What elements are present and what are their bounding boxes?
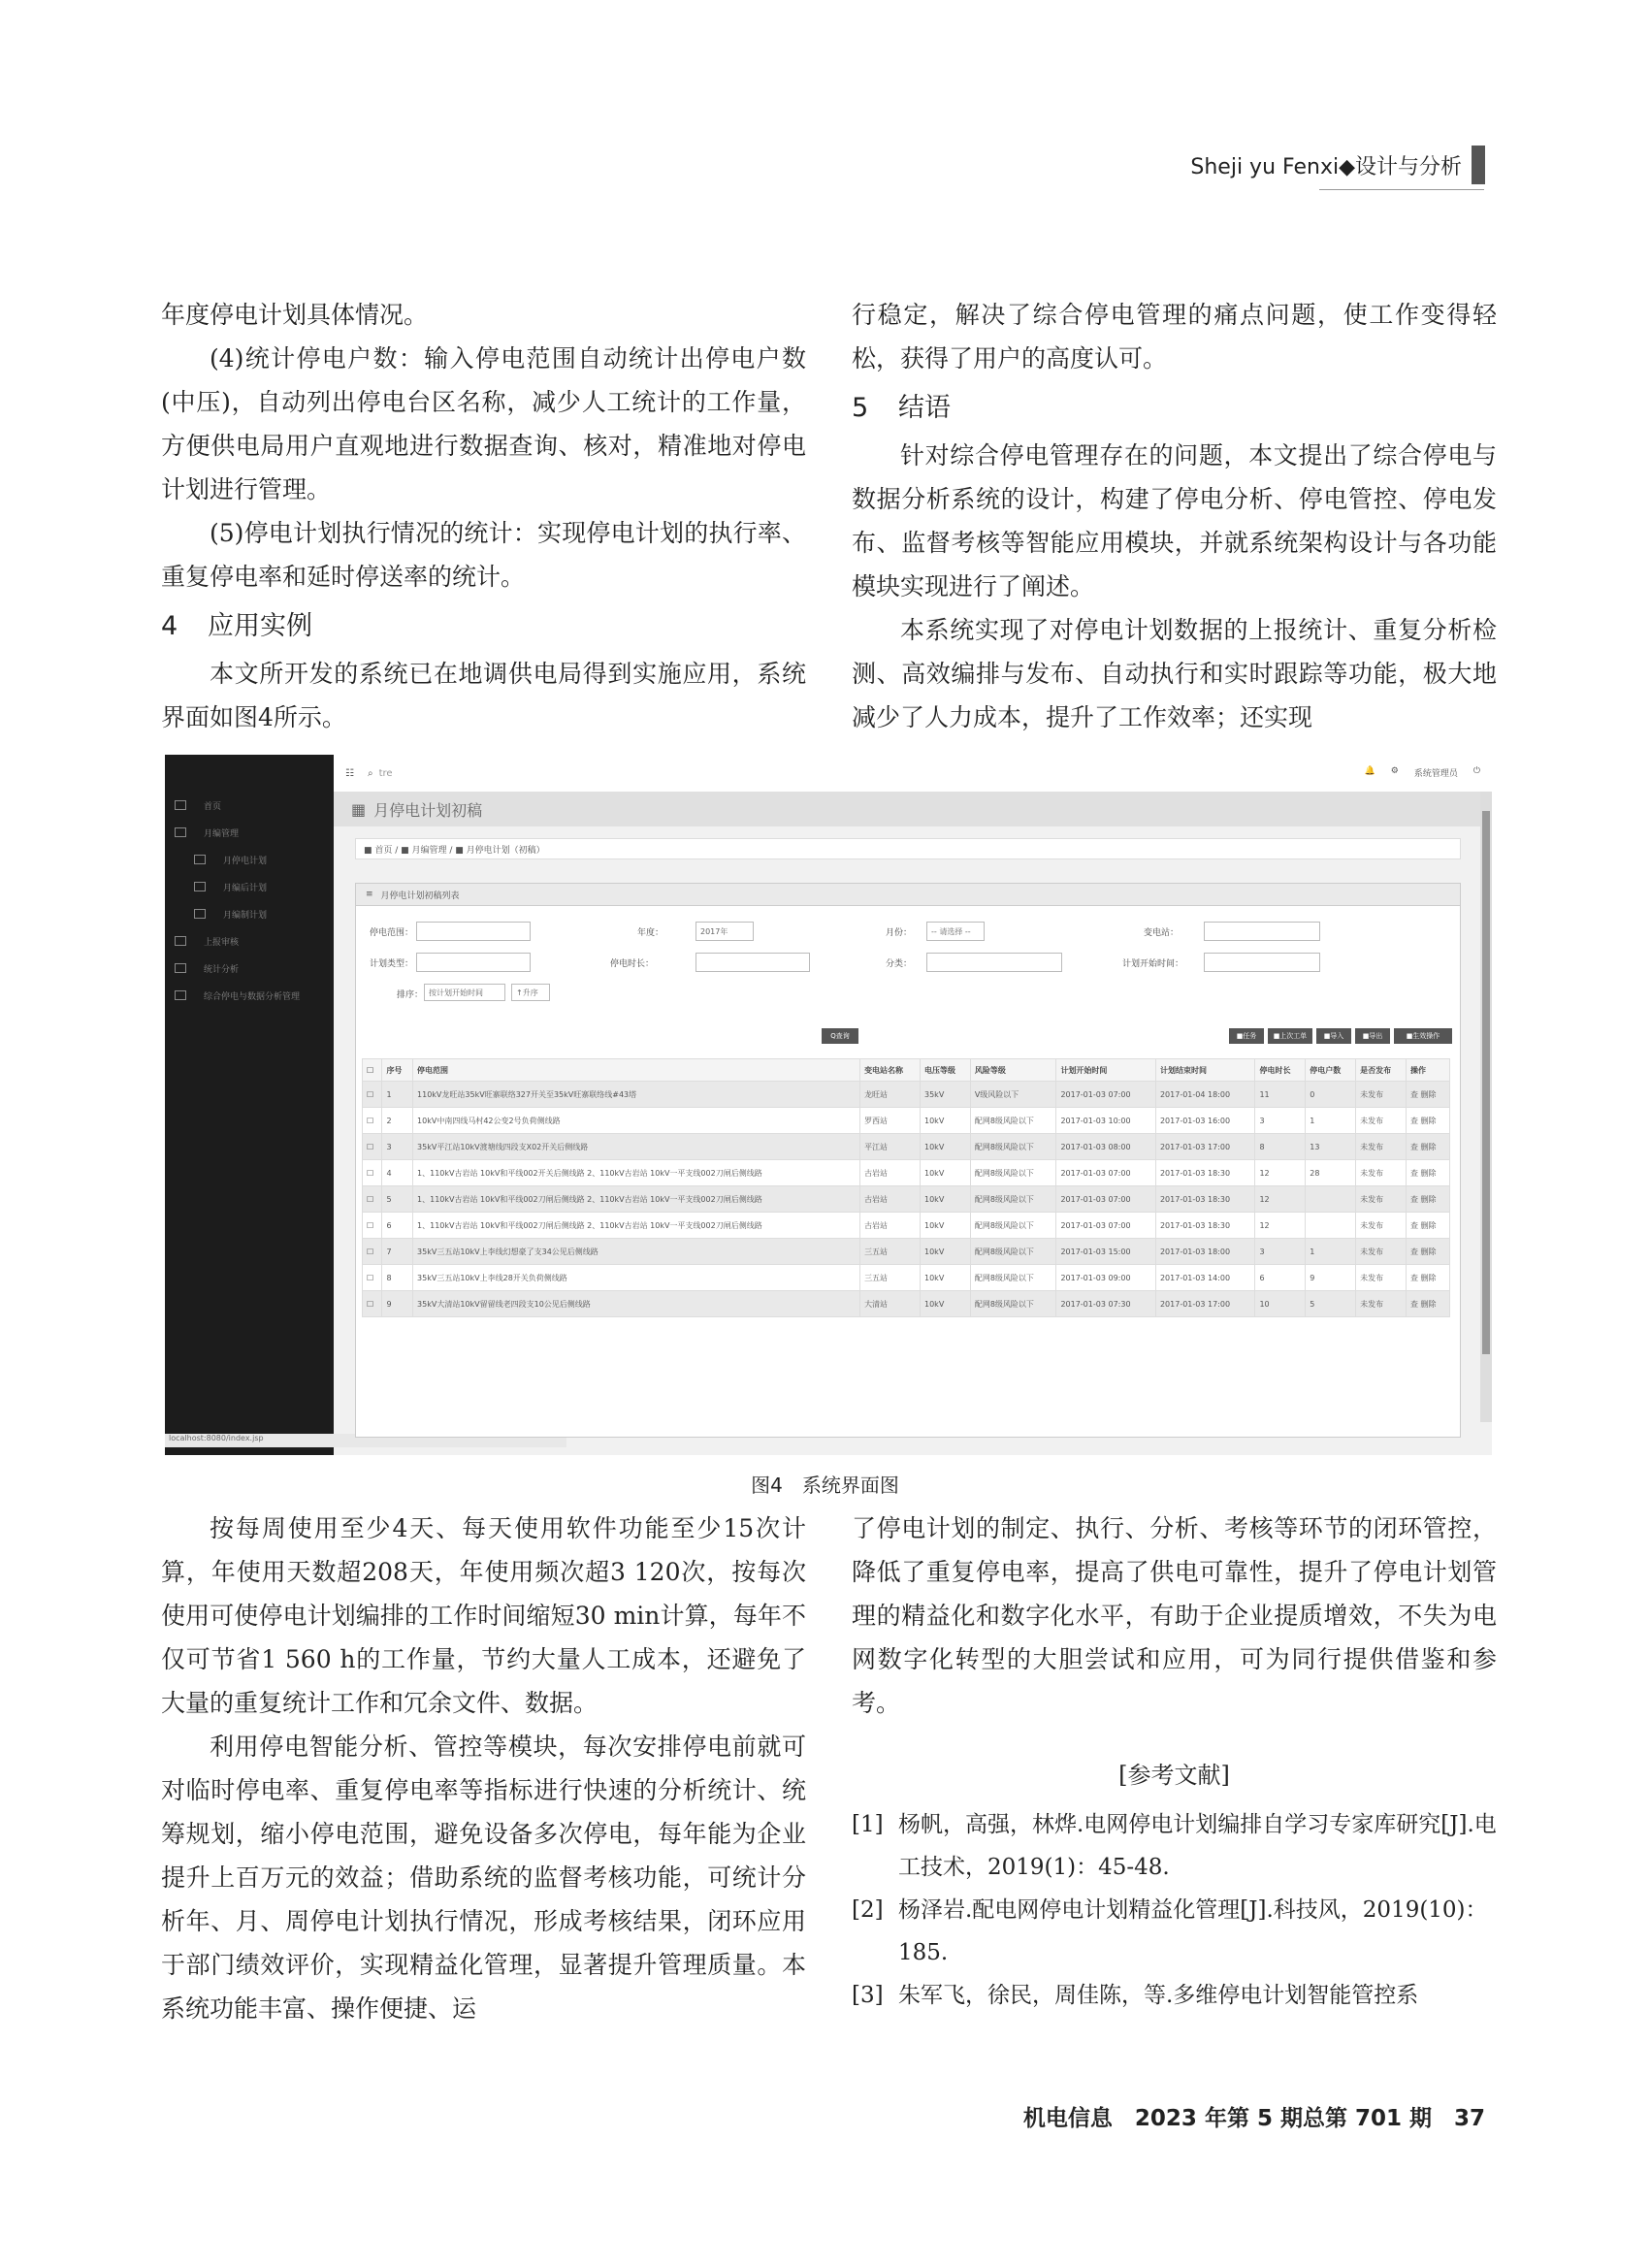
power-icon[interactable]: ⏻ (1472, 766, 1480, 776)
area-input[interactable] (416, 922, 531, 941)
action-button[interactable]: ■上次工单 (1268, 1028, 1312, 1044)
reference-item (852, 1889, 1497, 1974)
panel-title: 月停电计划初稿列表 (380, 891, 460, 901)
search-input[interactable]: tre (378, 767, 393, 779)
section-number: 4 (161, 611, 178, 641)
start-time-label: 计划开始时间： (1122, 959, 1184, 969)
table-cell: 4 (382, 1160, 413, 1186)
row-actions[interactable]: 查 删除 (1406, 1213, 1449, 1239)
table-cell: 2017-01-03 07:00 (1056, 1213, 1156, 1239)
paragraph: 按每周使用至少4天、每天使用软件功能至少15次计算，年使用天数超208天，年使用频次超3 120次，按每次使用可使停电计划编排的工作时间缩短30 min计算，每年不仅可节省1 560 h的工作量，节约大量人工成本，还避免了大量的重复统计工作和冗余文件、数据。 (161, 1514, 806, 1717)
table-cell: 9 (382, 1291, 413, 1317)
table-row[interactable] (363, 1108, 1450, 1134)
sidebar-item[interactable] (165, 819, 334, 846)
table-cell-area: 10kV中南四线马村42公变2号负荷侧线路 (413, 1108, 860, 1134)
reference-text: 杨泽岩.配电网停电计划精益化管理[J].科技风，2019(10)：185. (898, 1897, 1488, 1965)
year-select[interactable]: 2017年 (696, 922, 754, 941)
upload-icon (175, 936, 186, 946)
table-cell-area: 35kV三五站10kV上李线幻想豪了支34公见后侧线路 (413, 1239, 860, 1265)
year-label: 年度： (637, 928, 664, 938)
column-header: 序号 (382, 1059, 413, 1082)
list-panel (355, 883, 1461, 1438)
row-checkbox[interactable]: ☐ (363, 1108, 382, 1134)
sidebar-top-spacer (165, 755, 334, 792)
row-checkbox[interactable]: ☐ (363, 1082, 382, 1108)
bell-icon[interactable]: 🔔 (1364, 766, 1375, 776)
table-cell-area: 110kV龙旺站35kV旺寨联络327开关至35kV旺寨联络线#43塔 (413, 1082, 860, 1108)
sidebar-item-label: 上报审核 (204, 937, 240, 948)
sidebar-item[interactable] (165, 900, 334, 927)
table-cell: 3 (1255, 1108, 1306, 1134)
duration-input[interactable] (696, 953, 810, 972)
table-cell: 配网8级风险以下 (970, 1291, 1056, 1317)
user-name[interactable]: 系统管理员 (1413, 769, 1458, 779)
sidebar-item-label: 首页 (204, 801, 222, 812)
sidebar-item-label: 月编管理 (204, 828, 240, 839)
sidebar-item-label: 月编制计划 (223, 910, 268, 921)
action-button[interactable]: ■导入 (1316, 1028, 1351, 1044)
table-cell: 配网8级风险以下 (970, 1213, 1056, 1239)
table-cell (1306, 1186, 1356, 1213)
table-cell: 古岩站 (860, 1160, 921, 1186)
table-cell: 2017-01-03 07:00 (1056, 1160, 1156, 1186)
table-cell: 10 (1255, 1291, 1306, 1317)
action-button[interactable]: ■生效操作 (1394, 1028, 1452, 1044)
table-cell: 三五站 (860, 1239, 921, 1265)
header-bar-decoration (1472, 146, 1485, 184)
table-cell: 配网8级风险以下 (970, 1134, 1056, 1160)
plan-table (362, 1058, 1450, 1317)
sidebar-item-label: 月停电计划 (223, 856, 268, 866)
table-cell: 未发布 (1356, 1186, 1407, 1213)
column-header: 停电户数 (1306, 1059, 1356, 1082)
table-icon: ▦ (351, 799, 367, 819)
table-cell: 2017-01-03 18:00 (1155, 1239, 1255, 1265)
row-actions[interactable]: 查 删除 (1406, 1186, 1449, 1213)
table-row[interactable] (363, 1291, 1450, 1317)
table-cell: 12 (1255, 1213, 1306, 1239)
order-select[interactable]: ↑升序 (511, 984, 550, 1001)
table-cell: 2017-01-03 10:00 (1056, 1108, 1156, 1134)
section-title: 应用实例 (208, 611, 312, 641)
paragraph: 利用停电智能分析、管控等模块，每次安排停电前就可对临时停电率、重复停电率等指标进行快速的分析统计、统筹规划，缩小停电范围，避免设备多次停电，每年能为企业提升上百万元的效益；借助系统的监督考核功能，可统计分析年、月、周停电计划执行情况，形成考核结果，闭环应用于部门绩效评价，实现精益化管理，显著提升管理质量。本系统功能丰富、操作便捷、运 (161, 1733, 806, 2023)
column-3 (161, 1507, 806, 2030)
settings-icon[interactable]: ⚙ (1390, 766, 1399, 776)
column-header: 停电时长 (1255, 1059, 1306, 1082)
top-bar (334, 755, 1492, 793)
table-cell: 配网8级风险以下 (970, 1239, 1056, 1265)
list-icon: ≡ (366, 890, 373, 899)
table-cell: 10kV (921, 1239, 971, 1265)
table-cell: 古岩站 (860, 1213, 921, 1239)
table-cell: 5 (1306, 1291, 1356, 1317)
grid-menu-icon[interactable]: ☷ (345, 767, 354, 779)
table-row[interactable] (363, 1239, 1450, 1265)
month-label: 月份： (886, 928, 913, 938)
column-header: 操作 (1406, 1059, 1449, 1082)
table-cell: 2017-01-03 07:30 (1056, 1291, 1156, 1317)
row-actions[interactable]: 查 删除 (1406, 1108, 1449, 1134)
row-actions[interactable]: 查 删除 (1406, 1134, 1449, 1160)
month-select[interactable]: -- 请选择 -- (926, 922, 985, 941)
table-header-row (363, 1059, 1450, 1082)
top-right-tools (1365, 766, 1480, 779)
paragraph: 了停电计划的制定、执行、分析、考核等环节的闭环管控，降低了重复停电率，提高了供电可靠性，提升了停电计划管理的精益化和数字化水平，有助于企业提质增效，不失为电网数字化转型的大胆尝试和应用，可为同行提供借鉴和参考。 (852, 1514, 1497, 1717)
category-label: 分类： (886, 959, 913, 969)
table-cell: V级风险以下 (970, 1082, 1056, 1108)
row-actions[interactable]: 查 删除 (1406, 1160, 1449, 1186)
row-actions[interactable]: 查 删除 (1406, 1291, 1449, 1317)
area-label: 停电范围： (370, 928, 414, 938)
table-cell: 2017-01-03 16:00 (1155, 1108, 1255, 1134)
row-checkbox[interactable]: ☐ (363, 1186, 382, 1213)
paragraph: 针对综合停电管理存在的问题，本文提出了综合停电与数据分析系统的设计，构建了停电分析、停电管控、停电发布、监督考核等智能应用模块，并就系统架构设计与各功能模块实现进行了阐述。 (852, 441, 1497, 600)
calendar-icon (194, 909, 206, 919)
column-header: 计划结束时间 (1155, 1059, 1255, 1082)
sidebar-item[interactable] (165, 846, 334, 873)
table-cell: 10kV (921, 1186, 971, 1213)
table-cell: 未发布 (1356, 1082, 1407, 1108)
table-cell: 2017-01-03 18:30 (1155, 1213, 1255, 1239)
table-cell: 配网8级风险以下 (970, 1186, 1056, 1213)
sort-label: 排序： (397, 990, 424, 1000)
paragraph: 年度停电计划具体情况。 (161, 301, 429, 329)
section-heading-5 (852, 386, 1497, 430)
table-row[interactable] (363, 1213, 1450, 1239)
substation-label: 变电站： (1144, 928, 1180, 938)
column-header: 风险等级 (970, 1059, 1056, 1082)
table-cell: 未发布 (1356, 1213, 1407, 1239)
table-cell: 大清站 (860, 1291, 921, 1317)
references-title: [参考文献] (1118, 1762, 1230, 1789)
table-cell: 2017-01-03 09:00 (1056, 1265, 1156, 1291)
row-checkbox[interactable]: ☐ (363, 1239, 382, 1265)
table-cell: 3 (382, 1134, 413, 1160)
row-actions[interactable]: 查 删除 (1406, 1239, 1449, 1265)
filter-form (356, 906, 1460, 1052)
table-cell: 三五站 (860, 1265, 921, 1291)
breadcrumb[interactable]: ■ 首页 / ■ 月编管理 / ■ 月停电计划（初稿） (355, 838, 1461, 859)
table-cell: 6 (1255, 1265, 1306, 1291)
panel-header (356, 884, 1460, 906)
action-button[interactable]: ■导出 (1355, 1028, 1390, 1044)
table-cell: 配网8级风险以下 (970, 1265, 1056, 1291)
table-cell: 2017-01-03 17:00 (1155, 1134, 1255, 1160)
sidebar-item[interactable] (165, 927, 334, 955)
table-cell: 7 (382, 1239, 413, 1265)
table-cell: 8 (382, 1265, 413, 1291)
reference-text: 杨帆，高强，林烨.电网停电计划编排自学习专家库研究[J].电工技术，2019(1)：45-48. (898, 1812, 1497, 1880)
table-cell-area: 1、110kV古岩站 10kV和平线002刀闸后侧线路 2、110kV古岩站 10kV一平支线002刀闸后侧线路 (413, 1186, 860, 1213)
table-row[interactable] (363, 1265, 1450, 1291)
table-cell: 2017-01-03 17:00 (1155, 1291, 1255, 1317)
duration-label: 停电时长： (610, 959, 655, 969)
table-cell: 2017-01-03 18:30 (1155, 1186, 1255, 1213)
table-cell (1306, 1213, 1356, 1239)
table-row[interactable] (363, 1134, 1450, 1160)
table-cell: 2017-01-03 07:00 (1056, 1082, 1156, 1108)
running-header (1190, 146, 1485, 184)
table-cell: 0 (1306, 1082, 1356, 1108)
table-cell: 10kV (921, 1134, 971, 1160)
sidebar-item-label: 统计分析 (204, 964, 240, 975)
table-cell: 配网8级风险以下 (970, 1160, 1056, 1186)
running-header-text: Sheji yu Fenxi◆设计与分析 (1190, 154, 1462, 179)
search-icon[interactable]: ⌕ (367, 767, 373, 779)
paragraph: (5)停电计划执行情况的统计：实现停电计划的执行率、重复停电率和延时停送率的统计。 (161, 519, 806, 591)
reference-number: [2] (852, 1897, 884, 1923)
chart-icon (175, 963, 186, 973)
table-cell: 未发布 (1356, 1239, 1407, 1265)
paragraph: 行稳定，解决了综合停电管理的痛点问题，使工作变得轻松，获得了用户的高度认可。 (852, 301, 1497, 373)
column-header: 是否发布 (1356, 1059, 1407, 1082)
table-cell: 平江站 (860, 1134, 921, 1160)
table-cell: 2017-01-03 14:00 (1155, 1265, 1255, 1291)
table-row[interactable] (363, 1160, 1450, 1186)
row-checkbox[interactable]: ☐ (363, 1213, 382, 1239)
table-row[interactable] (363, 1186, 1450, 1213)
table-cell: 10kV (921, 1291, 971, 1317)
table-cell-area: 1、110kV古岩站 10kV和平线002刀闸后侧线路 2、110kV古岩站 10kV一平支线002刀闸后侧线路 (413, 1213, 860, 1239)
table-cell: 3 (1255, 1239, 1306, 1265)
sidebar-item[interactable] (165, 873, 334, 900)
table-cell: 古岩站 (860, 1186, 921, 1213)
reference-item (852, 1803, 1497, 1889)
column-header: 电压等级 (921, 1059, 971, 1082)
column-1 (161, 293, 806, 739)
column-header: 停电范围 (413, 1059, 860, 1082)
row-checkbox[interactable]: ☐ (363, 1134, 382, 1160)
table-cell: 龙旺站 (860, 1082, 921, 1108)
table-cell: 9 (1306, 1265, 1356, 1291)
group-icon (194, 855, 206, 864)
reference-number: [1] (852, 1812, 884, 1837)
table-cell: 8 (1255, 1134, 1306, 1160)
table-cell: 2 (382, 1108, 413, 1134)
table-cell: 未发布 (1356, 1160, 1407, 1186)
column-2 (852, 293, 1497, 739)
table-cell: 2017-01-03 18:30 (1155, 1160, 1255, 1186)
sort-select[interactable]: 按计划开始时间 (424, 984, 505, 1001)
table-cell: 6 (382, 1213, 413, 1239)
table-cell: 10kV (921, 1160, 971, 1186)
list-icon (194, 882, 206, 891)
table-cell: 2017-01-03 08:00 (1056, 1134, 1156, 1160)
scrollbar[interactable] (1480, 792, 1492, 1422)
table-cell: 1 (1306, 1239, 1356, 1265)
status-url: localhost:8080/index.jsp (165, 1434, 566, 1447)
substation-input[interactable] (1204, 922, 1320, 941)
paragraph: (4)统计停电户数：输入停电范围自动统计出停电户数(中压)，自动列出停电台区名称，减少人工统计的工作量，方便供电局用户直观地进行数据查询、核对，精准地对停电计划进行管理。 (161, 344, 806, 503)
table-cell: 1 (382, 1082, 413, 1108)
table-cell: 未发布 (1356, 1265, 1407, 1291)
page-title-bar (334, 792, 1492, 826)
reference-item (852, 1974, 1497, 2017)
home-icon (175, 800, 186, 810)
doc-icon (175, 827, 186, 837)
header-rule (1319, 189, 1484, 190)
table-cell: 11 (1255, 1082, 1306, 1108)
table-cell: 2017-01-04 18:00 (1155, 1082, 1255, 1108)
table-cell: 12 (1255, 1186, 1306, 1213)
figure-caption: 图4 系统界面图 (751, 1474, 899, 1497)
scrollbar-thumb[interactable] (1482, 811, 1490, 1354)
table-cell: 35kV (921, 1082, 971, 1108)
table-cell: 10kV (921, 1108, 971, 1134)
page-title: 月停电计划初稿 (373, 800, 483, 820)
table-cell: 13 (1306, 1134, 1356, 1160)
row-actions[interactable]: 查 删除 (1406, 1082, 1449, 1108)
sidebar-item[interactable] (165, 982, 334, 1009)
table-cell: 配网8级风险以下 (970, 1108, 1056, 1134)
table-cell: 未发布 (1356, 1108, 1407, 1134)
start-time-input[interactable] (1204, 953, 1320, 972)
category-input[interactable] (926, 953, 1062, 972)
table-cell: 未发布 (1356, 1134, 1407, 1160)
table-cell: 未发布 (1356, 1291, 1407, 1317)
table-cell-area: 35kV平江站10kV渡塘线四段支X02开关后侧线路 (413, 1134, 860, 1160)
sidebar-item-label: 月编后计划 (223, 883, 268, 893)
table-body (363, 1082, 1450, 1317)
sidebar-item[interactable] (165, 792, 334, 819)
type-input[interactable] (416, 953, 531, 972)
sidebar (165, 755, 334, 1455)
column-header: ☐ (363, 1059, 382, 1082)
section-heading-4 (161, 604, 806, 648)
paragraph: 本系统实现了对停电计划数据的上报统计、重复分析检测、高效编排与发布、自动执行和实时跟踪等功能，极大地减少了人力成本，提升了工作效率；还实现 (852, 616, 1497, 731)
table-cell: 28 (1306, 1160, 1356, 1186)
table-cell: 2017-01-03 15:00 (1056, 1239, 1156, 1265)
column-header: 变电站名称 (860, 1059, 921, 1082)
table-cell: 2017-01-03 07:00 (1056, 1186, 1156, 1213)
type-label: 计划类型： (370, 959, 414, 969)
table-cell: 12 (1255, 1160, 1306, 1186)
reference-number: [3] (852, 1983, 884, 2008)
row-checkbox[interactable]: ☐ (363, 1265, 382, 1291)
section-title: 结语 (898, 393, 951, 423)
row-checkbox[interactable]: ☐ (363, 1160, 382, 1186)
table-cell: 10kV (921, 1265, 971, 1291)
table-cell: 10kV (921, 1213, 971, 1239)
sidebar-item[interactable] (165, 955, 334, 982)
system-ui-figure (165, 755, 1492, 1455)
sidebar-item-label: 综合停电与数据分析管理 (204, 991, 301, 1002)
row-checkbox[interactable]: ☐ (363, 1291, 382, 1317)
reference-text: 朱军飞，徐民，周佳陈，等.多维停电计划智能管控系 (898, 1983, 1419, 2008)
section-number: 5 (852, 393, 869, 423)
tag-icon (175, 990, 186, 1000)
table-cell: 5 (382, 1186, 413, 1213)
table-cell-area: 1、110kV古岩站 10kV和平线002开关后侧线路 2、110kV古岩站 10kV一平支线002刀闸后侧线路 (413, 1160, 860, 1186)
table-cell: 1 (1306, 1108, 1356, 1134)
table-cell-area: 35kV三五站10kV上李线28开关负荷侧线路 (413, 1265, 860, 1291)
column-4 (852, 1507, 1497, 2017)
row-actions[interactable]: 查 删除 (1406, 1265, 1449, 1291)
table-cell-area: 35kV大清站10kV留留线老四段支10公见后侧线路 (413, 1291, 860, 1317)
action-button[interactable]: ■任务 (1229, 1028, 1264, 1044)
table-cell: 罗西站 (860, 1108, 921, 1134)
paragraph: 本文所开发的系统已在地调供电局得到实施应用，系统界面如图4所示。 (161, 660, 806, 731)
column-header: 计划开始时间 (1056, 1059, 1156, 1082)
query-button[interactable]: Q查询 (822, 1028, 858, 1044)
table-row[interactable] (363, 1082, 1450, 1108)
page-footer: 机电信息 2023 年第 5 期总第 701 期 37 (1022, 2106, 1485, 2131)
